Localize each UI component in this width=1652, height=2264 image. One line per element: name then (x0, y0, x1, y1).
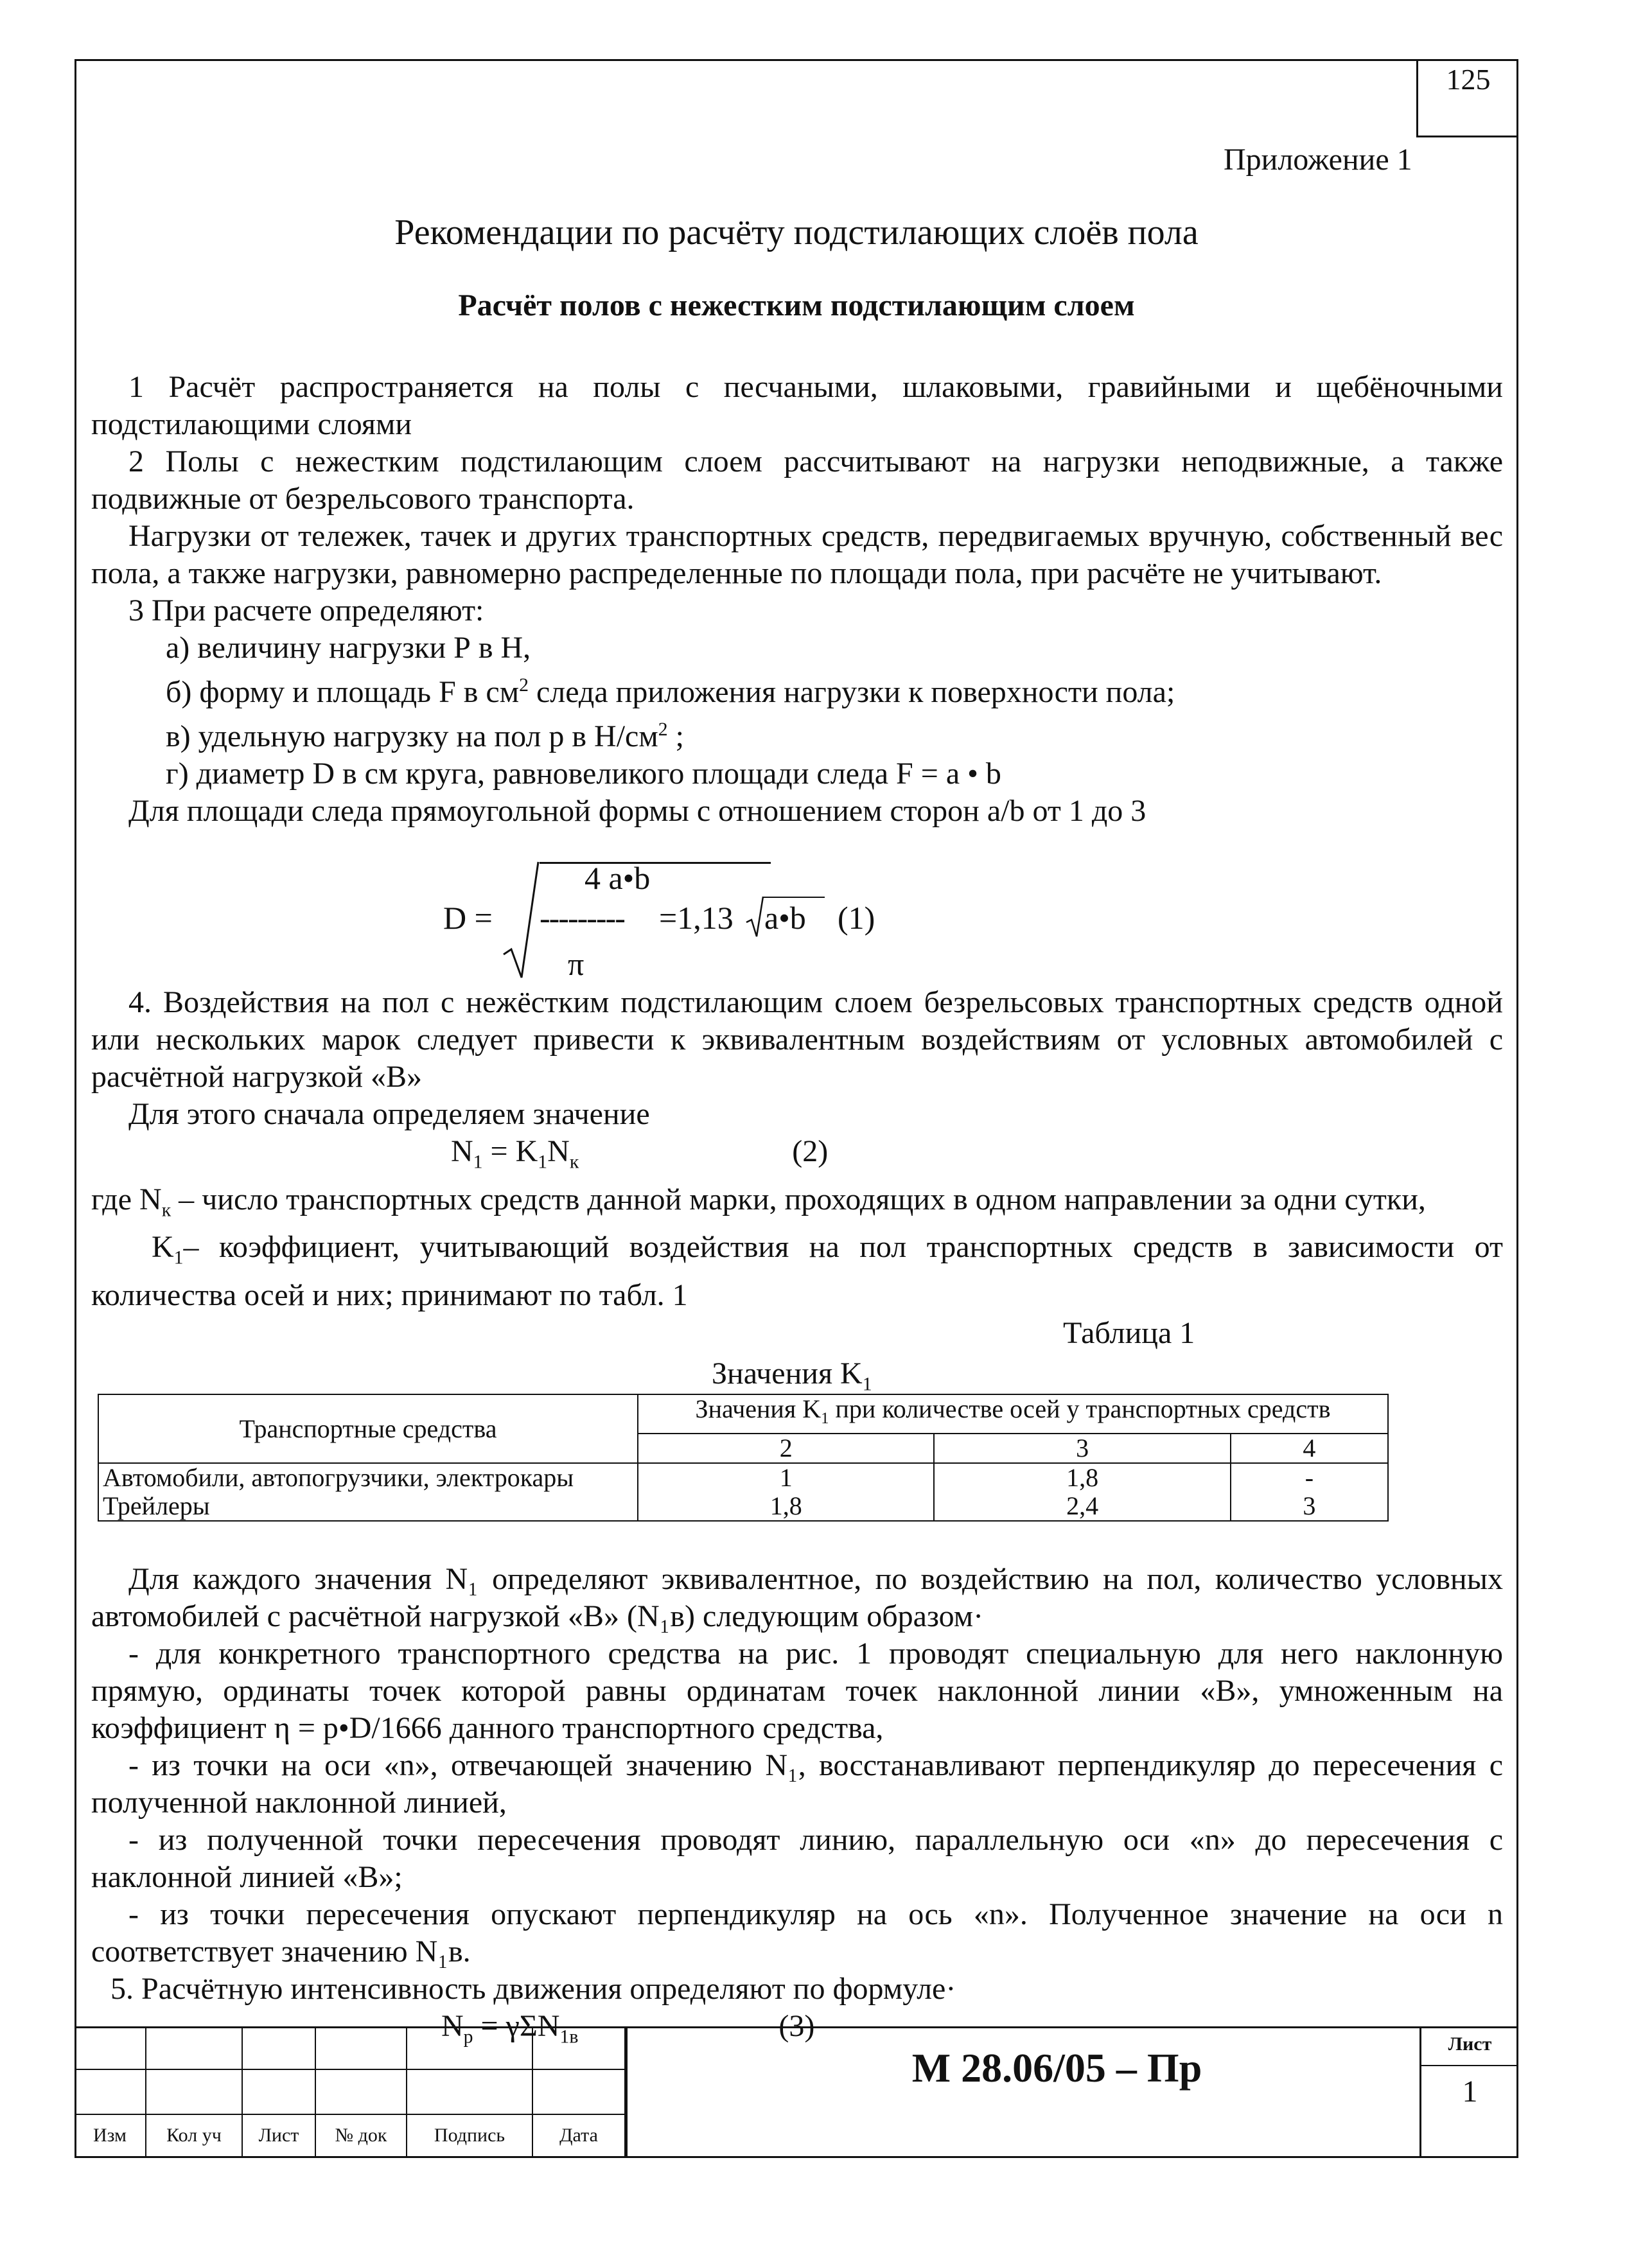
radical-sign-icon (502, 859, 541, 981)
table-caption: Значения $K_1$ (712, 1356, 872, 1395)
table-header-axle: 3 (934, 1434, 1230, 1463)
formula-1 (443, 859, 893, 981)
page-number: 125 (1416, 59, 1518, 137)
list-item-b: б) форму и площадь F в $см^2$ следа приложения нагрузки к поверхности пола; (166, 674, 1175, 709)
stamp-col-date: Дата (533, 2115, 626, 2158)
paragraph-5: Для площади следа прямоугольной формы с отношением сторон а/b от 1 до 3 (128, 794, 1147, 828)
paragraph-12: - из точки на оси «n», отвечающей значению N₁, восстанавливают перпендикуляр до пересечения с полученной наклонной линией, (91, 1748, 1503, 1820)
formula-1-numerator: 4 a•b (584, 860, 651, 896)
document-code: М 28.06/05 – Пр (626, 2026, 1486, 2158)
stamp-col-kol: Кол уч (146, 2115, 243, 2158)
table-row (98, 1463, 1388, 1492)
stamp-col-doc: № док (316, 2115, 407, 2158)
sheet-box (1419, 2026, 1518, 2158)
fraction-line: --------- (540, 900, 624, 936)
table-cell: 3 (1231, 1492, 1388, 1521)
paragraph-13: - из полученной точки пересечения проводят линию, параллельную оси «n» до пересечения с наклонной линией «В»; (91, 1823, 1503, 1894)
table-cell: - (1231, 1463, 1388, 1492)
formula-2: $N_1 = K_1N_к$ (2) (451, 1134, 829, 1173)
list-item-g: г) диаметр D в см круга, равновеликого площади следа F = a • b (166, 757, 1001, 791)
table-cell: 1 (638, 1463, 934, 1492)
stamp-col-list: Лист (243, 2115, 316, 2158)
revision-grid (75, 2026, 626, 2158)
table-header-axle: 2 (638, 1434, 934, 1463)
table-header-values: Значения $K_1$ при количестве осей у транспортных средств (638, 1394, 1388, 1434)
list-item-a: а) величину нагрузки Р в Н, (166, 631, 531, 665)
small-radical-bar (763, 897, 825, 898)
body-block-1 (91, 369, 1503, 830)
appendix-label: Приложение 1 (1224, 143, 1412, 177)
body-block-3 (91, 1561, 1503, 2056)
radical-bar (540, 862, 771, 864)
paragraph-14: - из точки пересечения опускают перпендикуляр на ось «n». Полученное значение на оси n соответствует значению N₁в. (91, 1897, 1503, 1969)
formula-1-denominator: π (568, 946, 584, 982)
formula-1-radicand: a•b (764, 900, 806, 936)
table-cell: 1,8 (934, 1463, 1230, 1492)
table-cell: 1,8 (638, 1492, 934, 1521)
paragraph-9: $K_1-$ коэффициент, учитывающий воздействия на пол транспортных средств в зависимости от количества осей и них; принимают по табл. 1 (91, 1230, 1503, 1312)
paragraph-15: 5. Расчётную интенсивность движения определяют по формуле· (110, 1972, 956, 2006)
paragraph-7: Для этого сначала определяем значение (128, 1097, 650, 1131)
small-radical-icon (745, 894, 764, 939)
document-title: Рекомендации по расчёту подстилающих слоёв пола (394, 213, 1199, 252)
table-header-axle: 4 (1231, 1434, 1388, 1463)
stamp-col-sign: Подпись (407, 2115, 533, 2158)
sheet-number: 1 (1462, 2075, 1478, 2109)
paragraph-6: 4. Воздействия на пол с нежёстким подстилающим слоем безрельсовых транспортных средств одной или нескольких марок следует привести к эквивалентным воздействиям от условных автомобилей с расчётной нагрузкой «В» (91, 985, 1503, 1094)
sheet-label: Лист (1421, 2026, 1518, 2066)
paragraph-10: Для каждого значения N₁ определяют эквивалентное, по воздействию на пол, количество условных автомобилей с расчётной нагрузкой «В» (N₁в) следующим образом· (91, 1562, 1503, 1633)
stamp-col-izm: Изм (75, 2115, 146, 2158)
table-row (98, 1492, 1388, 1521)
paragraph-2: 2 Полы с нежестким подстилающим слоем рассчитывают на нагрузки неподвижные, а также подвижные от безрельсового транспорта. (91, 444, 1503, 516)
formula-1-number: (1) (838, 900, 875, 936)
title-block (75, 2026, 1518, 2158)
formula-1-lhs: D = (443, 900, 493, 936)
table-cell: 2,4 (934, 1492, 1230, 1521)
list-item-v: в) удельную нагрузку на пол р в $Н/см^2$ ; (166, 719, 684, 753)
formula-3: $N_p = \gamma\Sigma N_{1в}$ (3) (441, 2009, 815, 2048)
formula-1-coefficient: =1,13 (659, 900, 734, 936)
paragraph-11: - для конкретного транспортного средства на рис. 1 проводят специальную для него наклонную прямую, ординаты точек которой равны ординатам точек наклонной линии «В», умноженным на коэффициент η = p•D/1666 данного транспортного средства, (91, 1637, 1503, 1745)
body-block-2 (91, 984, 1503, 1314)
table-label: Таблица 1 (1063, 1316, 1195, 1350)
section-subtitle: Расчёт полов с нежестким подстилающим слоем (458, 288, 1135, 322)
table-cell: Трейлеры (98, 1492, 638, 1521)
coefficient-table (98, 1394, 1389, 1522)
paragraph-1: 1 Расчёт распространяется на полы с песчаными, шлаковыми, гравийными и щебёночными подстилающими слоями (91, 370, 1503, 441)
paragraph-3: Нагрузки от тележек, тачек и других транспортных средств, передвигаемых вручную, собственный вес пола, а также нагрузки, равномерно распределенные по площади пола, при расчёте не учитывают. (91, 519, 1503, 590)
paragraph-4: 3 При расчете определяют: (128, 593, 484, 627)
paragraph-8: где $N_к$ – число транспортных средств данной марки, проходящих в одном направлении за одни сутки, (91, 1182, 1426, 1221)
table-header-vehicles: Транспортные средства (98, 1394, 638, 1463)
table-cell: Автомобили, автопогрузчики, электрокары (98, 1463, 638, 1492)
